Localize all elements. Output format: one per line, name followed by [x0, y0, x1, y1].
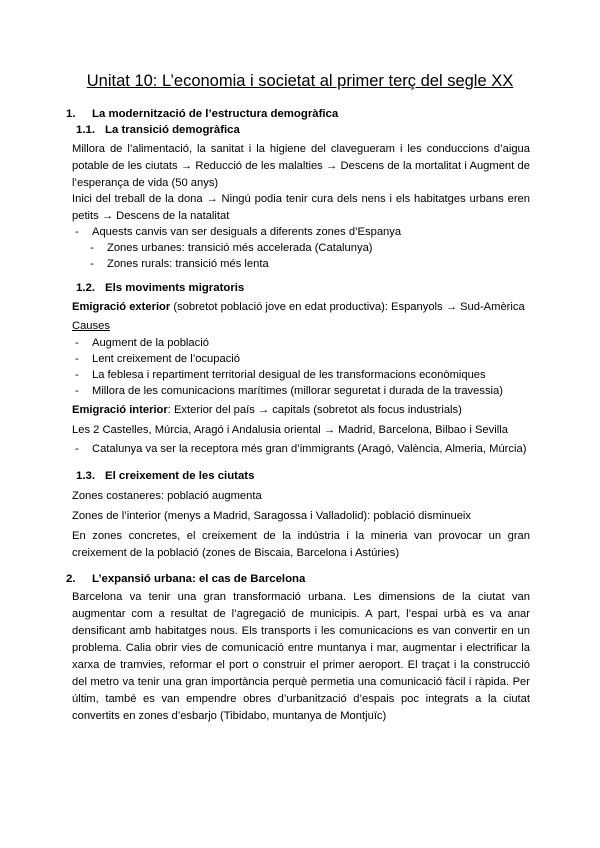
section-1-2-number: 1.2.	[76, 282, 95, 294]
section-1-3-heading	[76, 469, 254, 484]
section-1-1-title: La transició demogràfica	[105, 124, 240, 136]
internal-emigration-text: : Exterior del país → capitals (sobretot als focus industrials)	[167, 404, 462, 416]
external-emigration-text: (sobretot població jove en edat productiva): Espanyols → Sud-Amèrica	[170, 301, 525, 313]
barcelona-paragraph: Barcelona va tenir una gran transformació urbana. Les dimensions de la ciutat van augmentar com a resultat de l’agregació de municipis. A part, l’espai urbà es va anar densificant amb habitatges nous. Els transports i les comunicacions es van convertir en un problema. Calia obrir vies de comunicació entre muntanya i mar, augmentar i electrificar la xarxa de tramvies, reformar el port o construir el primer aeroport. El traçat i la construcció del metro va tenir una gran importància perquè permetia una comunicació fàcil i ràpida. Per últim, també es van empendre obres d’urbanització d’espais poc integrats a la ciutat convertits en zones d’esbarjo (Tibidabo, muntanya de Montjuïc)	[72, 591, 530, 722]
section-1-1-number: 1.1.	[76, 124, 95, 136]
coastal-zones: Zones costaneres: població augmenta	[72, 490, 262, 502]
external-emigration	[72, 299, 525, 316]
section-1-2-title: Els moviments migratoris	[105, 282, 245, 294]
external-emigration-label: Emigració exterior	[72, 301, 171, 313]
section-1-number: 1.	[66, 108, 76, 120]
section-2-title: L’expansió urbana: el cas de Barcelona	[92, 573, 306, 585]
section-1-title: La modernització de l’estructura demogràfica	[92, 108, 339, 120]
transition-paragraph-1: Millora de l’alimentació, la sanitat i la higiene del clavegueram i les conduccions d’aigua potable de les ciutats → Reducció de les malalties → Descens de la mortalitat i Augment de l’esperança de vida (50 anys)	[72, 143, 530, 189]
section-2-heading	[66, 572, 305, 587]
section-1-2-heading	[76, 281, 244, 296]
section-2-number: 2.	[66, 573, 76, 585]
section-1-heading	[66, 107, 338, 122]
section-1-3-title: El creixement de les ciutats	[105, 470, 255, 482]
interior-zones: Zones de l’interior (menys a Madrid, Saragossa i Valladolid): població disminueix	[72, 510, 472, 522]
internal-emigration-label: Emigració interior	[72, 404, 168, 416]
transition-paragraph-2: Inici del treball de la dona → Ningú podia tenir cura dels nens i els habitatges urbans eren petits → Descens de la natalitat	[72, 193, 530, 222]
document-page: Unitat 10: L’economia i societat al primer terç del segle XX 1. La modernització de l’estructura demogràfica 1.1. La transició demogràfica Millora de l’alimentació, la sanitat i la higiene del clavegueram i les conduccions d’aigua potable de les ciutats → Reducció de les malalties → Descens de la mortalitat i Augment de l’esperança de vida (50 anys) Inici del treball de la dona → Ningú podia tenir cura dels nens i els habitatges urbans eren petits → Descens de la natalitat - Aquests canvis van ser desiguals a diferents zones d’Espanya - Zones urbanes: transició més accelerada (Catalunya) - Zones rurals: transició més lenta 1.2. Els moviments migratoris Emigració exterior (sobretot població jove en edat productiva): Espanyols → Sud-Amèrica Causes - Augment de la població - Lent creixement de l’ocupació - La feblesa i repartiment territorial desigual de les transformacions econòmiques - Millora de les comunicacions marítimes (millorar seguretat i durada de la travessia) Emigració interior: Exterior del país → capitals (sobretot als focus industrials) Les 2 Castelles, Múrcia, Aragó i Andalusia oriental → Madrid, Barcelona, Bilbao i Sevilla - Catalunya va ser la receptora més gran d’immigrants (Aragó, València, Almeria, Múrcia) 1.3. El creixement de les ciutats Zones costaneres: població augmenta Zones de l’interior (menys a Madrid, Saragossa i Valladolid): població disminueix En zones concretes, el creixement de la indústria i la mineria van provocar un gran creixement de la població (zones de Biscaia, Barcelona i Astúries) 2. L’expansió urbana: el cas de Barcelona Barcelona va tenir una gran transformació urbana. Les dimensions de la ciutat van augmentar com a resultat de l’agregació de municipis. A part, l’espai urbà es va anar densificant amb habitatges nous. Els transports i les comunicacions es van convertir en un problema. Calia obrir vies de comunicació entre muntanya i mar, augmentar i electrificar la xarxa de tramvies, reformar el port o construir el primer aeroport. El traçat i la construcció del metro va tenir una gran importància perquè permetia una comunicació fàcil i ràpida. Per últim, també es van empendre obres d’urbanització d’espais poc integrats a la ciutat convertits en zones d’esbarjo (Tibidabo, muntanya de Montjuïc)	[0, 0, 600, 848]
section-1-3-number: 1.3.	[76, 470, 95, 482]
internal-routes: Les 2 Castelles, Múrcia, Aragó i Andalusia oriental → Madrid, Barcelona, Bilbao i Sevilla	[72, 424, 508, 436]
causes-heading: Causes	[72, 320, 110, 332]
page-title: Unitat 10: L’economia i societat al primer terç del segle XX	[86, 72, 514, 90]
growth-paragraph: En zones concretes, el creixement de la indústria i la mineria van provocar un gran creixement de la població (zones de Biscaia, Barcelona i Astúries)	[72, 530, 530, 559]
internal-emigration	[72, 402, 462, 419]
section-1-1-heading	[76, 123, 240, 138]
